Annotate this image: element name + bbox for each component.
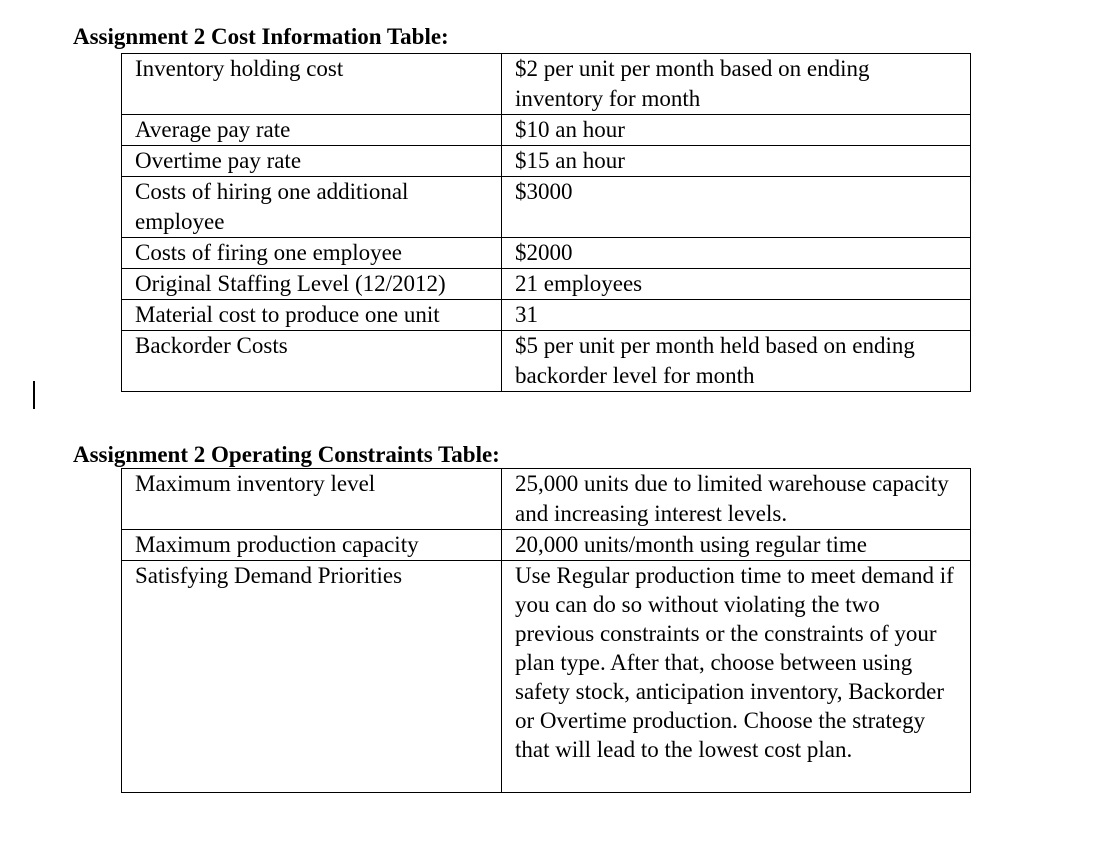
constraint-label: Maximum inventory level [135,471,376,496]
cost-value: $3000 [515,179,573,204]
cost-information-table [121,53,971,392]
constraint-label-cell [122,530,502,561]
constraint-value-cell [502,469,971,530]
constraint-label-cell [122,469,502,530]
constraint-value: 25,000 units due to limited warehouse capacity and increasing interest levels. [515,471,949,526]
cost-label: Average pay rate [135,117,291,142]
constraint-label-cell [122,561,502,793]
cost-label-cell [122,146,502,177]
table-row [122,115,971,146]
cost-label-cell [122,54,502,115]
cost-value: $10 an hour [515,117,625,142]
cost-value-cell [502,269,971,300]
cost-value: $5 per unit per month held based on ending backorder level for month [515,333,915,388]
cost-label: Material cost to produce one unit [135,302,440,327]
cost-value-cell [502,238,971,269]
cost-value: $15 an hour [515,148,625,173]
table-row [122,146,971,177]
table-row [122,561,971,793]
cost-label-cell [122,331,502,392]
table-row [122,269,971,300]
table-row [122,238,971,269]
cost-value: 31 [515,302,538,327]
cost-value-cell [502,146,971,177]
table-row [122,331,971,392]
cost-label-cell [122,177,502,238]
cost-value-cell [502,115,971,146]
cost-value-cell [502,331,971,392]
constraint-value: 20,000 units/month using regular time [515,532,867,557]
table-row [122,177,971,238]
constraint-value-cell [502,530,971,561]
constraint-label: Maximum production capacity [135,532,419,557]
cost-label-cell [122,238,502,269]
constraints-table-title: Assignment 2 Operating Constraints Table: [73,442,500,467]
cost-label-cell [122,300,502,331]
cost-value-cell [502,300,971,331]
cost-value-cell [502,177,971,238]
operating-constraints-table [121,468,971,793]
text-cursor [33,381,35,409]
constraint-value-cell [502,561,971,793]
cost-table-title: Assignment 2 Cost Information Table: [73,24,449,49]
cost-label: Overtime pay rate [135,148,302,173]
cost-value-cell [502,54,971,115]
table-row [122,300,971,331]
table-row [122,530,971,561]
cost-label: Original Staffing Level (12/2012) [135,271,446,296]
cost-value: $2000 [515,240,573,265]
table-row [122,469,971,530]
table-row [122,54,971,115]
cost-label: Costs of firing one employee [135,240,403,265]
cost-value: 21 employees [515,271,643,296]
cost-label: Costs of hiring one additional employee [135,179,409,234]
cost-label: Inventory holding cost [135,56,344,81]
constraint-value: Use Regular production time to meet demand if you can do so without violating the two previous constraints or the constraints of your plan type. After that, choose between using safety stock, anticipation inventory, Backorder or Overtime production. Choose the strategy that will lead to the lowest cost plan. [515,563,954,762]
cost-value: $2 per unit per month based on ending inventory for month [515,56,870,111]
cost-label-cell [122,115,502,146]
cost-label-cell [122,269,502,300]
cost-label: Backorder Costs [135,333,288,358]
constraint-label: Satisfying Demand Priorities [135,563,403,588]
